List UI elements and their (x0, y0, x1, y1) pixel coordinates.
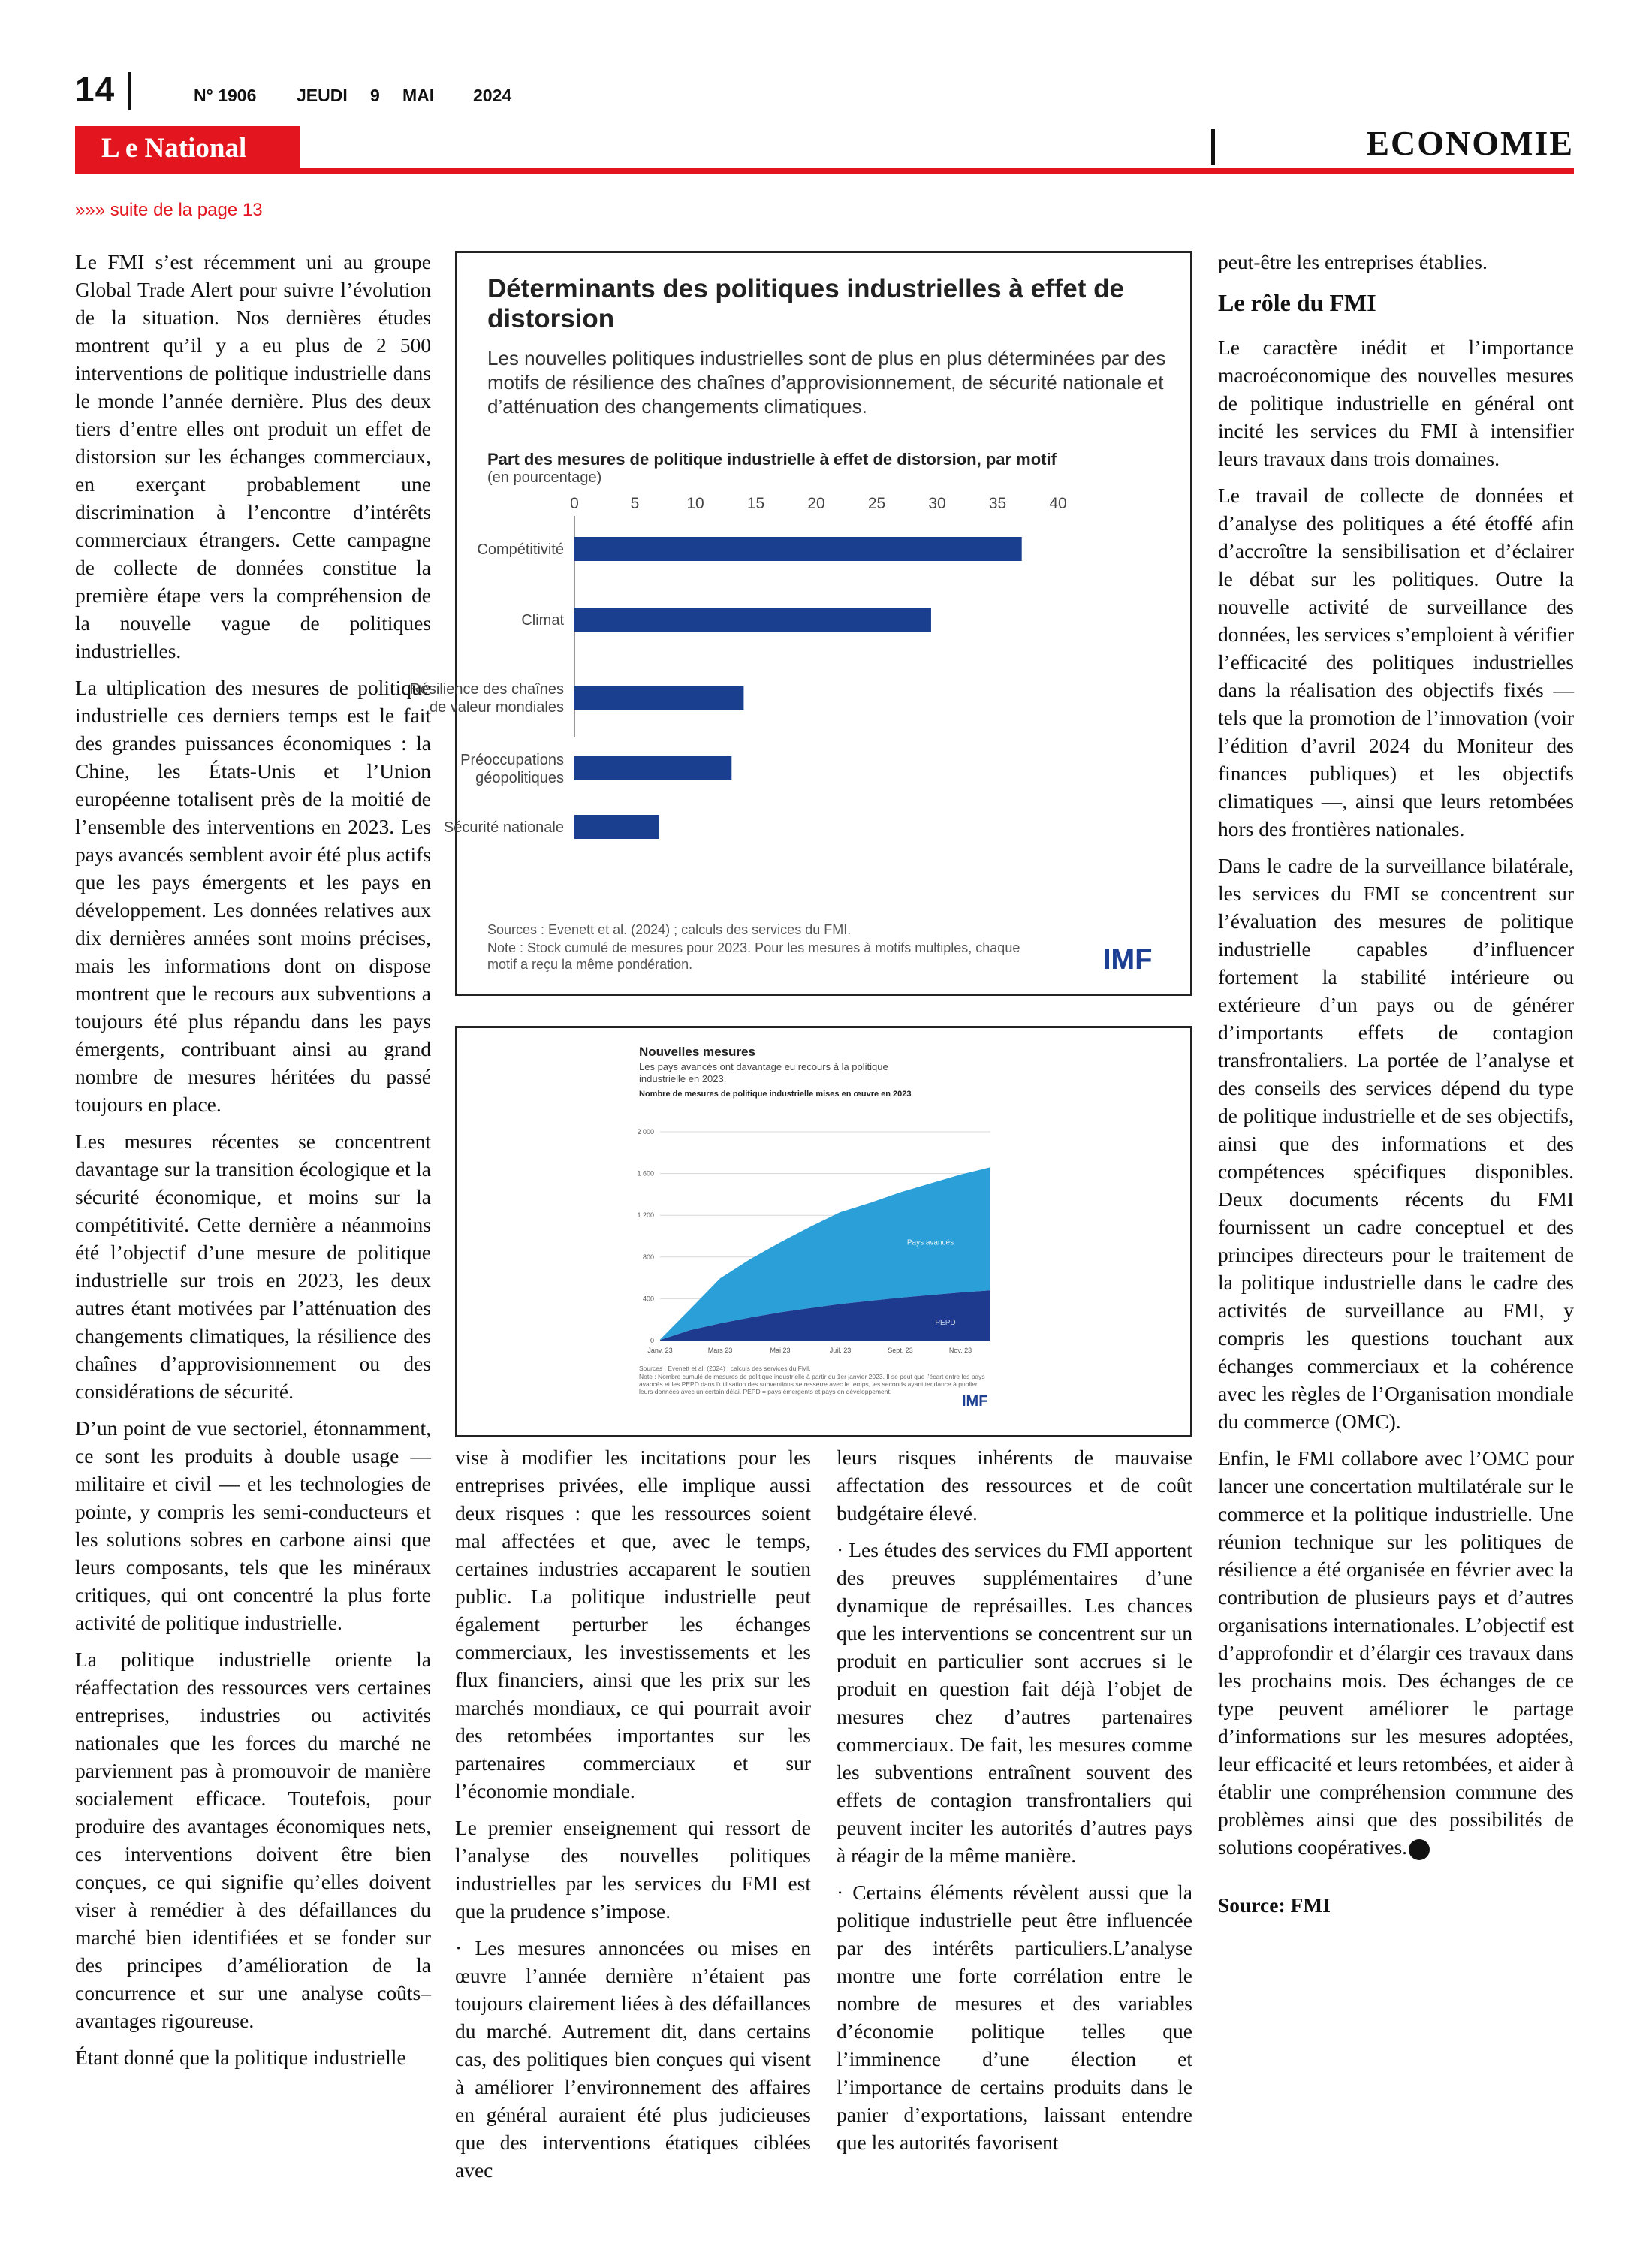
bar (574, 686, 743, 710)
x-tick-label: Juil. 23 (829, 1347, 852, 1354)
x-tick-label: Nov. 23 (948, 1347, 972, 1354)
paragraph: Le caractère inédit et l’importance macroéconomique des nouvelles mesures de politique industrielle en général ont incité les services du FMI à intensifier leurs travaux dans trois domaines. (1218, 336, 1574, 470)
y-tick-label: 400 (642, 1295, 654, 1303)
x-tick-label: 15 (746, 495, 765, 512)
figure-distortion-motives (409, 251, 1192, 996)
category-label: de valeur mondiales (430, 699, 564, 716)
figure-note: Note : Stock cumulé de mesures pour 2023. Pour les mesures à motifs multiples, chaque motif a reçu la même pondération. (487, 940, 1020, 972)
year: 2024 (473, 86, 512, 105)
category-label: Compétitivité (477, 541, 564, 558)
article-column-4 (1218, 248, 1574, 1928)
x-tick-label: 30 (928, 495, 946, 512)
y-tick-label: 0 (650, 1337, 654, 1344)
bar (574, 756, 731, 780)
section-divider (1211, 129, 1215, 165)
bar-chart (409, 493, 1190, 836)
area-chart (457, 1028, 1190, 1381)
paragraph: Les mesures récentes se concentrent davantage sur la transition écologique et la sécurité économique, et moins sur la compétitivité. Cette dernière a néanmoins été l’objectif d’une mesure de politique industrielle sur trois en 2023, les deux autres étant motivées par l’atténuation des changements climatiques, la résilience des chaînes d’approvisionnement ou des considérations de sécurité. (75, 1130, 431, 1403)
figure-title: Déterminants des politiques industrielles à effet de distorsion (487, 274, 1124, 333)
x-tick-label: 40 (1049, 495, 1067, 512)
paragraph: · Certains éléments révèlent aussi que la politique industrielle peut être influencée par des intérêts particuliers.L’analyse montre une forte corrélation entre le nombre de mesures et des variables d’économie politique telles que l’imminence d’une élection et l’importance de certains produits dans le panier d’exportations, laissant entendre que les autorités favorisent (837, 1881, 1192, 2154)
paragraph (1218, 1444, 1574, 1861)
x-tick-label: 0 (570, 495, 579, 512)
header-rule (75, 168, 1574, 174)
paragraph: Le premier enseignement qui ressort de l’analyse des nouvelles politiques industrielles par les services du FMI est que la prudence s’impose. (455, 1816, 811, 1923)
x-tick-label: 5 (630, 495, 640, 512)
imf-logo: IMF (962, 1393, 988, 1410)
x-tick-label: 25 (867, 495, 886, 512)
end-of-article-icon (1409, 1839, 1430, 1860)
category-label: Climat (521, 612, 564, 629)
x-tick-label: 35 (988, 495, 1007, 512)
paragraph: Dans le cadre de la surveillance bilatérale, les services du FMI se concentrent sur l’évaluation des mesures de politique industrielle capables d’influencer fortement la stabilité intérieure ou extérieure d’un pays ou de générer d’importants effets de contagion transfrontaliers. La portée de l’analyse et des conseils des services dépend du type de politique industrielle et de ses objectifs, ainsi que des informations et des compétences spécifiques disponibles. Deux documents récents du FMI fournissent un cadre conceptuel et des principes directeurs pour le traitement de la politique industrielle dans le cadre des activités de surveillance au FMI, y compris les questions touchant aux échanges commerciaux et la cohérence avec les règles de l’Organisation mondiale du commerce (OMC). (1218, 854, 1574, 1433)
month: MAI (402, 86, 435, 105)
paragraph: D’un point de vue sectoriel, étonnamment, ce sont les produits à double usage — militaire et civil — et les technologies de pointe, y compris les semi-conducteurs et les solutions sobres en carbone ainsi que leurs composants, tels que les minéraux critiques, qui ont concentré la plus forte activité de politique industrielle. (75, 1416, 431, 1634)
category-label: Résilience des chaînes (409, 681, 564, 698)
day: 9 (370, 86, 380, 105)
figure-new-measures (455, 1026, 1192, 1437)
paragraph: vise à modifier les incitations pour les entreprises privées, elle implique aussi deux risques : que les ressources soient mal affectées et que, avec le temps, certaines industries accaparent le soutien public. La politique industrielle peut également perturber les échanges commerciaux, les investissements et les flux financiers, ainsi que les prix sur les marchés mondiaux, ce qui pourrait avoir des retombées importantes sur les partenaires commerciaux et sur l’économie mondiale. (455, 1446, 811, 1802)
article-column-1 (75, 248, 431, 2080)
bar (574, 815, 659, 839)
paragraph: La ultiplication des mesures de politique industrielle ces derniers temps est le fait des grandes puissances économiques : la Chine, les États-Unis et l’Union européenne totalisent près de la moitié de l’ensemble des interventions en 2023. Les pays avancés semblent avoir été plus actifs que les pays émergents et les pays en développement. Les données relatives aux dix dernières années sont moins précises, mais les informations dont on dispose montrent que le recours aux subventions a toujours été plus répandu dans les pays émergents, contribuant ainsi au grand nombre de mesures héritées du passé toujours en place. (75, 676, 431, 1116)
figure-title: Nouvelles mesures (639, 1045, 755, 1059)
figure-subtitle: Les pays avancés ont davantage eu recours à la politique industrielle en 2023. (639, 1061, 888, 1084)
article-column-2 (455, 1443, 811, 2193)
bar (574, 537, 1022, 561)
chart-title: Nombre de mesures de politique industrielle mises en œuvre en 2023 (639, 1090, 912, 1099)
category-label: géopolitiques (475, 770, 564, 786)
chart-title: Part des mesures de politique industrielle à effet de distorsion, par motif (487, 450, 1057, 469)
figure-sources: Sources : Evenett et al. (2024) ; calculs des services du FMI. (487, 922, 852, 937)
x-tick-label: Mars 23 (707, 1347, 733, 1354)
y-tick-label: 800 (642, 1253, 654, 1261)
article-column-3 (837, 1443, 1192, 2165)
paragraph: peut-être les entreprises établies. (1218, 250, 1488, 273)
section-title: ECONOMIE (1366, 124, 1574, 162)
paragraph: Le FMI s’est récemment uni au groupe Global Trade Alert pour suivre l’évolution de la situation. Nos dernières études montrent qu’il y a eu plus de 2 500 interventions de politique industrielle dans le monde l’année dernière. Plus des deux tiers d’entre elles ont produit un effet de distorsion sur les échanges commerciaux, en exerçant probablement une discrimination à l’encontre d’intérêts commerciaux étrangers. Cette campagne de collecte de données constitue la première étape vers la compréhension de la nouvelle vague de politiques industrielles. (75, 250, 431, 662)
paragraph: La politique industrielle oriente la réaffectation des ressources vers certaines entreprises, industries ou activités nationales que les forces du marché ne parviennent pas à promouvoir de manière socialement efficace. Toutefois, pour produire des avantages économiques nets, ces interventions doivent être bien conçues, ce qui signifie qu’elles doivent viser à remédier à des défaillances du marché bien identifiées et se fonder sur des principes d’amélioration de la concurrence et sur une analyse coûts–avantages rigoureuse. (75, 1648, 431, 2032)
category-label: Préoccupations (460, 752, 564, 768)
paragraph-text: Enfin, le FMI collabore avec l’OMC pour lancer une concertation multilatérale sur le commerce et la politique industrielle. Une réunion technique sur les politiques de résilience a été organisée en février avec la contribution de plusieurs pays et d’autres organisations internationales. L’objectif est d’approfondir et d’élargir ces travaux dans les prochains mois. Des échanges de ce type peuvent améliorer le partage d’informations sur les mesures adoptées, leur efficacité et leurs retombées, et aider à établir une compréhension commune des problèmes ainsi que des possibilités de solutions coopératives. (1218, 1446, 1574, 1859)
issue-number: N° 1906 (194, 86, 257, 105)
chart-unit: (en pourcentage) (487, 469, 602, 486)
y-tick-label: 2 000 (637, 1128, 654, 1136)
section-heading: Le rôle du FMI (1218, 289, 1376, 316)
series-label: PEPD (935, 1318, 956, 1327)
brand-logo: L e National (101, 133, 247, 164)
page-number: 14 (75, 70, 116, 109)
x-tick-label: Mai 23 (770, 1347, 791, 1354)
y-tick-label: 1 600 (637, 1169, 654, 1178)
imf-logo: IMF (1103, 944, 1153, 976)
figure-subtitle: Les nouvelles politiques industrielles sont de plus en plus déterminées par des motifs de résilience des chaînes d’approvisionnement, de sécurité nationale et d’atténuation des changements climatiques. (487, 347, 1166, 418)
figure-note: Note : Nombre cumulé de mesures de politique industrielle à partir du 1er janvier 2023. Il se peut que l’écart entre les pays avancés et les PEPD dans l’utilisation des subventions se resserre avec le temps, les seconds ayant tendance à publier leurs données avec un certain délai. PEPD = pays émergents et pays en développement. (639, 1373, 985, 1395)
continued-from: »»» suite de la page 13 (75, 200, 263, 220)
weekday: JEUDI (297, 86, 348, 105)
paragraph: Étant donné que la politique industrielle (75, 2046, 406, 2069)
paragraph: · Les mesures annoncées ou mises en œuvre l’année dernière n’étaient pas toujours clairement liées à des défaillances du marché. Autrement dit, dans certains cas, des politiques bien conçues qui visent à améliorer l’environnement des affaires en général auraient été plus judicieuses que des interventions étatiques ciblées avec (455, 1936, 811, 2182)
x-tick-label: Sept. 23 (888, 1347, 913, 1354)
paragraph: · Les études des services du FMI apportent des preuves supplémentaires d’une dynamique de représailles. Les chances que les interventions se concentrent sur un produit en particulier sont accrues si le produit en question fait déjà l’objet de mesures chez d’autres partenaires commerciaux. De fait, les mesures comme les subventions entraînent souvent des effets de contagion transfrontaliers qui peuvent inciter les autorités d’autres pays à réagir de la même manière. (837, 1538, 1192, 1867)
category-label: Sécurité nationale (443, 819, 564, 836)
article-source: Source: FMI (1218, 1893, 1331, 1917)
paragraph: Le travail de collecte de données et d’analyse des politiques a été étoffé afin d’accroître la sensibilisation et d’éclairer le débat sur les politiques. Outre la nouvelle activité de surveillance des données, les services s’emploient à vérifier l’efficacité des politiques industrielles dans la réalisation des objectifs fixés — tels que la promotion de l’innovation (voir l’édition d’avril 2024 du Moniteur des finances publiques) et les objectifs climatiques —, ainsi que leurs retombées hors des frontières nationales. (1218, 484, 1574, 840)
x-tick-label: 20 (807, 495, 825, 512)
x-tick-label: Janv. 23 (647, 1347, 673, 1354)
page-number-divider (128, 72, 131, 110)
figure-sources: Sources : Evenett et al. (2024) ; calculs des services du FMI. (639, 1365, 811, 1372)
x-tick-label: 10 (686, 495, 704, 512)
paragraph: leurs risques inhérents de mauvaise affectation des ressources et de coût budgétaire élevé. (837, 1446, 1192, 1525)
y-tick-label: 1 200 (637, 1211, 654, 1220)
bar (574, 608, 931, 632)
series-label: Pays avancés (906, 1238, 954, 1247)
